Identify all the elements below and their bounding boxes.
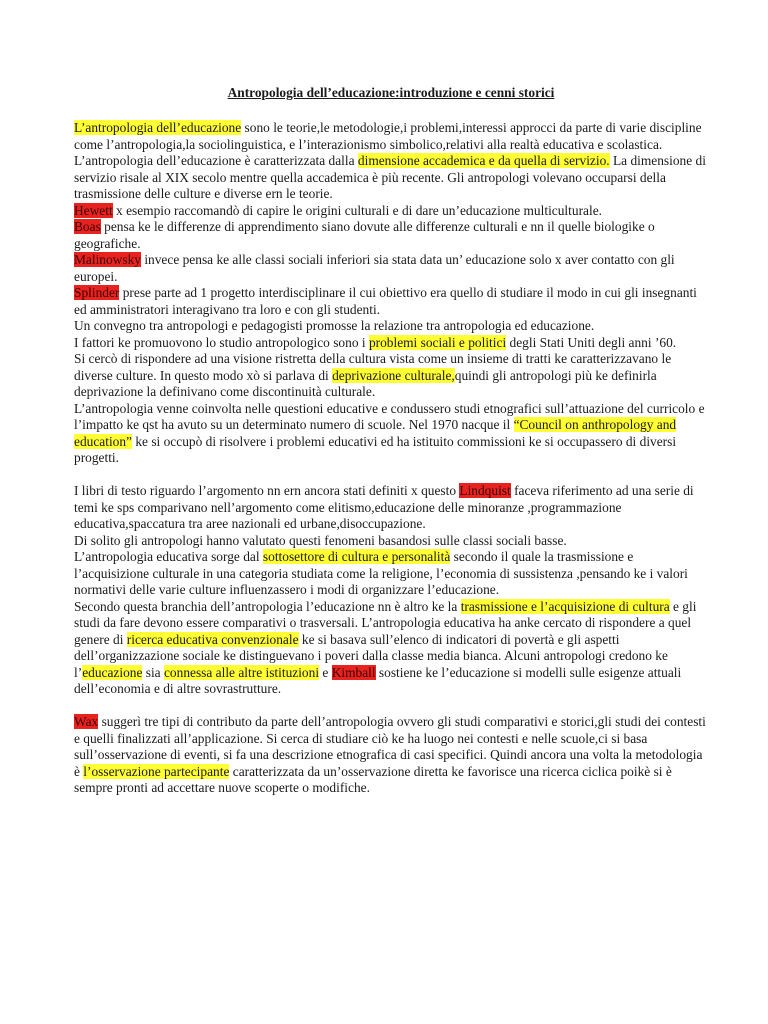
paragraph [74, 533, 708, 550]
paragraph [74, 153, 708, 203]
paragraph-spacer [74, 698, 708, 715]
text-run: e [319, 664, 332, 680]
highlighted-text-yellow: problemi sociali e politici [368, 334, 507, 350]
text-run: x esempio raccomandò di capire le origini culturali e di dare un’educazione multiculturale. [112, 202, 602, 218]
paragraph-spacer [74, 467, 708, 484]
text-run: Un convegno tra antropologi e pedagogisti promosse la relazione tra antropologia ed educazione. [74, 318, 595, 333]
highlighted-text-yellow: sottosettore di cultura e personalità [262, 549, 451, 564]
highlighted-text-yellow: “Council on anthropology and education” [74, 417, 677, 449]
text-run: sia [142, 664, 164, 680]
paragraph [74, 401, 708, 467]
text-run: Di solito gli antropologi hanno valutato questi fenomeni basandosi sulle classi sociali basse. [74, 532, 567, 548]
text-run: suggerì tre tipi di contributo da parte dell’antropologia ovvero gli studi comparativi e storici,gli studi dei contesti e quelli finalizzati all’applicazione. Si cerca di studiare ciò ke ha luogo nei contesti e nelle scuole,ci si basa sull’osservazione di eventi, si fa una descrizione etnografica di casi specifici. Quindi ancora una volta la metodologia è [74, 714, 706, 779]
highlighted-name-red: Lindquist [459, 483, 511, 498]
highlighted-text-yellow: L’antropologia dell’educazione [74, 120, 242, 135]
highlighted-text-yellow: educazione [82, 664, 143, 680]
highlighted-text-yellow: trasmissione e l’acquisizione di cultura [460, 598, 670, 614]
text-run: invece pensa ke alle classi sociali inferiori sia stata data un’ educazione solo x aver contatto con gli europei. [74, 252, 675, 284]
text-run: e gli studi da fare devono essere comparativi o trasversali. L’antropologia educativa ha anke cercato di rispondere a quel genere di [74, 598, 697, 647]
text-run: Secondo questa branchia dell’antropologia l’educazione nn è altro ke la [74, 598, 461, 614]
paragraph [74, 549, 708, 599]
highlighted-name-red: Kimball [331, 664, 376, 680]
highlighted-name-red: Boas [74, 219, 101, 234]
text-run: quindi gli antropologi più ke definirla deprivazione la definivano come discontinuità culturale. [74, 367, 657, 399]
text-run: Si cercò di rispondere ad una visione ristretta della cultura vista come un insieme di tratti ke caratterizzavano le diverse culture. In questo modo xò si parlava di [74, 351, 672, 383]
paragraph [74, 318, 708, 335]
text-run: L’antropologia dell’educazione è caratterizzata dalla [74, 153, 358, 168]
text-run: L’antropologia educativa sorge dal [74, 549, 263, 564]
paragraph [74, 252, 708, 285]
text-run: sono le teorie,le metodologie,i problemi,interessi approcci da parte di varie discipline come l’antropologia,la sociolinguistica, e l’interazionismo simbolico,relativi alla realtà educativa e scolastica. [74, 120, 702, 152]
highlighted-name-red: Malinowsky [74, 252, 141, 267]
text-run: ke si basava sull’elenco di indicatori di povertà e gli aspetti dell’organizzazione sociale ke distinguevano i poveri dalla classe media bianca. Alcuni antropologi credono ke l’ [74, 631, 668, 680]
highlighted-text-yellow: ricerca educativa convenzionale [126, 631, 299, 647]
document-title: Antropologia dell’educazione:introduzione e cenni storici [227, 85, 555, 100]
paragraph [74, 203, 708, 220]
paragraph [74, 483, 708, 533]
text-run: L’antropologia venne coinvolta nelle questioni educative e condussero studi etnografici sull’attuazione del curricolo e l’impatto ke qst ha avuto su un determinato numero di scuole. Nel 1970 nacque il [74, 400, 705, 432]
text-run: ke si occupò di risolvere i problemi educativi ed ha istituito commissioni ke si occupassero di diversi progetti. [74, 433, 677, 465]
paragraph [74, 335, 708, 352]
paragraph [74, 219, 708, 252]
highlighted-name-red: Hewett [74, 202, 113, 218]
text-run: pensa ke le differenze di apprendimento siano dovute alle differenze culturali e nn il quelle biologike o geografiche. [74, 219, 655, 251]
text-run: caratterizzata da un’osservazione diretta ke favorisce una ricerca ciclica poikè si è sempre pronti ad accettare nuove scoperte o modifiche. [74, 763, 672, 795]
text-run: degli Stati Uniti degli anni ’60. [506, 334, 677, 350]
text-run: I fattori ke promuovono lo studio antropologico sono i [74, 334, 369, 350]
text-run: I libri di testo riguardo l’argomento nn ern ancora stati definiti x questo [74, 483, 460, 498]
highlighted-name-red: Splinder [74, 285, 120, 300]
paragraph [74, 285, 708, 318]
highlighted-name-red: Wax [74, 714, 99, 729]
document-body [74, 120, 708, 797]
paragraph [74, 351, 708, 401]
highlighted-text-yellow: deprivazione culturale, [332, 367, 455, 383]
paragraph [74, 714, 708, 797]
text-run: prese parte ad 1 progetto interdisciplinare il cui obiettivo era quello di studiare il modo in cui gli insegnanti ed amministratori interagivano tra loro e con gli studenti. [74, 285, 697, 317]
text-run: sostiene ke l’educazione si modelli sulle esigenze attuali dell’economia e di altre sovrastrutture. [74, 664, 682, 696]
text-run: La dimensione di servizio risale al XIX secolo mentre quella accademica è più recente. Gli antropologi volevano occuparsi della trasmissione delle culture e diverse ern le teorie. [74, 153, 706, 201]
highlighted-text-yellow: dimensione accademica e da quella di servizio. [357, 153, 610, 168]
highlighted-text-yellow: connessa alle altre istituzioni [163, 664, 320, 680]
paragraph [74, 120, 708, 153]
paragraph [74, 599, 708, 698]
text-run: faceva riferimento ad una serie di temi ke sps comparivano nell’argomento come elitismo,educazione delle minoranze ,programmazione educativa,spaccatura tra aree nazionali ed urbane,disoccupazione. [74, 483, 694, 531]
text-run: secondo il quale la trasmissione e l’acquisizione culturale in una categoria studiata come la religione, l’economia di sussistenza ,pensando ke i valori normativi delle varie culture influenzassero i modi di organizzare l’educazione. [74, 549, 688, 597]
highlighted-text-yellow: l’osservazione partecipante [83, 763, 230, 779]
